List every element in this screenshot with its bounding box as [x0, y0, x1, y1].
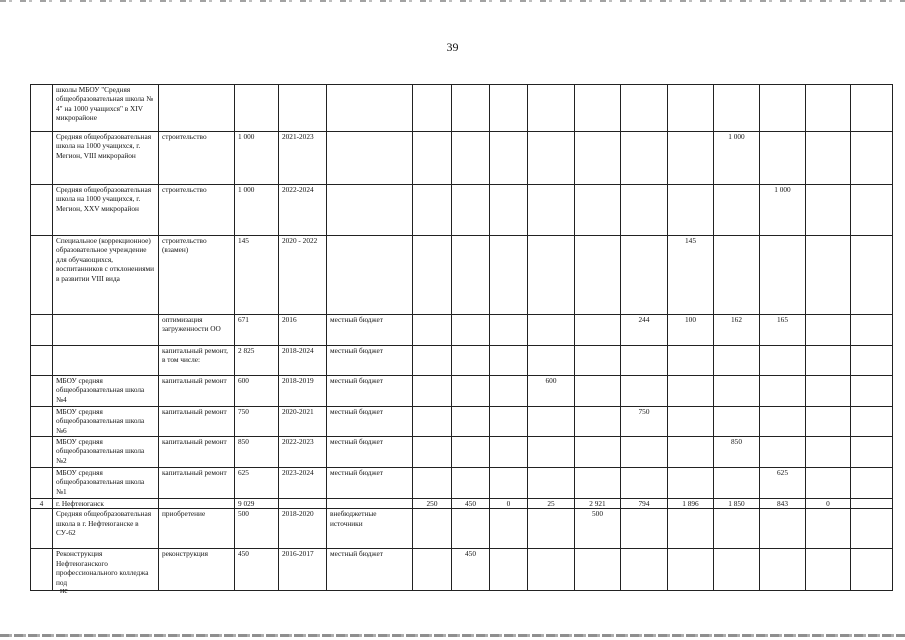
- table-cell: МБОУ средняя общеобразовательная школа №2: [53, 437, 159, 468]
- table-cell: 2022-2024: [279, 185, 327, 236]
- table-cell: [668, 509, 714, 549]
- table-cell: 25: [528, 499, 575, 509]
- table-cell: [490, 185, 528, 236]
- table-cell: [714, 185, 760, 236]
- table-cell: 625: [760, 468, 806, 499]
- table-cell: [53, 346, 159, 376]
- table-cell: [575, 346, 621, 376]
- table-cell: [452, 236, 490, 315]
- table-cell: [413, 85, 452, 132]
- table-cell: [528, 509, 575, 549]
- table-cell: [621, 509, 668, 549]
- table-cell: [575, 407, 621, 437]
- table-cell: [668, 132, 714, 185]
- table-cell: [452, 468, 490, 499]
- table-cell: [851, 185, 893, 236]
- table-cell: [575, 549, 621, 591]
- table-cell: [851, 468, 893, 499]
- table-cell: 500: [235, 509, 279, 549]
- table-cell: [806, 468, 851, 499]
- table-cell: [851, 549, 893, 591]
- table-cell: [575, 437, 621, 468]
- table-cell: [452, 315, 490, 346]
- table-cell: [621, 437, 668, 468]
- table-cell: капитальный ремонт: [159, 407, 235, 437]
- table-cell: 9 029: [235, 499, 279, 509]
- table-cell: 450: [452, 499, 490, 509]
- table-cell: [806, 509, 851, 549]
- table-cell: [575, 236, 621, 315]
- table-cell: [760, 509, 806, 549]
- table-cell: [413, 346, 452, 376]
- table-cell: 450: [452, 549, 490, 591]
- table-cell: [621, 185, 668, 236]
- table-cell: [327, 236, 413, 315]
- table-cell: [668, 376, 714, 407]
- scan-bottom-edge: [0, 634, 905, 637]
- table-cell: Средняя общеобразовательная школа на 1000 учащихся, г. Мегион, XXV микрорайон: [53, 185, 159, 236]
- table-cell: [760, 132, 806, 185]
- table-cell: [327, 499, 413, 509]
- table-cell: [714, 376, 760, 407]
- table-cell: 100: [668, 315, 714, 346]
- table-cell: [621, 549, 668, 591]
- table-cell: 600: [235, 376, 279, 407]
- table-cell: [668, 185, 714, 236]
- table-cell: 4: [31, 499, 53, 509]
- table-cell: 2018-2019: [279, 376, 327, 407]
- table-cell: [31, 509, 53, 549]
- table-cell: 250: [413, 499, 452, 509]
- table-cell: 1 000: [235, 132, 279, 185]
- table-cell: [806, 315, 851, 346]
- table-cell: [490, 468, 528, 499]
- table-cell: 1 896: [668, 499, 714, 509]
- table-cell: [528, 185, 575, 236]
- table-cell: [621, 236, 668, 315]
- table-cell: 450: [235, 549, 279, 591]
- table-cell: школы МБОУ "Средняя общеобразовательная школа № 4" на 1000 учащихся" в XIV микрорайоне: [53, 85, 159, 132]
- table-cell: [668, 468, 714, 499]
- table-cell: 850: [714, 437, 760, 468]
- table-cell: [575, 315, 621, 346]
- table-cell: [31, 315, 53, 346]
- table-cell: 625: [235, 468, 279, 499]
- table-cell: местный бюджет: [327, 376, 413, 407]
- table-cell: [806, 85, 851, 132]
- table-cell: [31, 132, 53, 185]
- table-cell: [851, 499, 893, 509]
- table-cell: [279, 85, 327, 132]
- table-cell: [575, 468, 621, 499]
- table-cell: капитальный ремонт, в том числе:: [159, 346, 235, 376]
- table-cell: [528, 549, 575, 591]
- table-cell: [575, 132, 621, 185]
- table-cell: [31, 346, 53, 376]
- table-cell: 1 000: [714, 132, 760, 185]
- table-cell: капитальный ремонт: [159, 468, 235, 499]
- table-cell: [806, 376, 851, 407]
- table-cell: [714, 468, 760, 499]
- table-cell: местный бюджет: [327, 315, 413, 346]
- table-cell: [31, 549, 53, 591]
- table-cell: [575, 376, 621, 407]
- table-cell: [413, 236, 452, 315]
- table-cell: реконструкция: [159, 549, 235, 591]
- table-cell: [528, 85, 575, 132]
- table-cell: [31, 85, 53, 132]
- table-cell: [621, 376, 668, 407]
- table-cell: [668, 437, 714, 468]
- table-cell: 2 825: [235, 346, 279, 376]
- table-cell: [279, 499, 327, 509]
- table-cell: 1 850: [714, 499, 760, 509]
- investment-table: [30, 84, 893, 591]
- table-cell: 1 000: [760, 185, 806, 236]
- table-cell: 2018-2020: [279, 509, 327, 549]
- table-cell: [528, 407, 575, 437]
- table-cell: [413, 315, 452, 346]
- table-cell: [760, 407, 806, 437]
- table-cell: строительство: [159, 132, 235, 185]
- table-cell: 2016: [279, 315, 327, 346]
- table-cell: 2022-2023: [279, 437, 327, 468]
- table-cell: [760, 376, 806, 407]
- table-cell: [760, 346, 806, 376]
- table-cell: [851, 132, 893, 185]
- table-cell: 162: [714, 315, 760, 346]
- table-cell: [490, 315, 528, 346]
- table-cell: капитальный ремонт: [159, 376, 235, 407]
- table-cell: [806, 437, 851, 468]
- table-cell: [760, 85, 806, 132]
- table-row: [31, 468, 893, 499]
- table-row: [31, 376, 893, 407]
- table-cell: строительство (взамен): [159, 236, 235, 315]
- table-cell: [53, 315, 159, 346]
- table-cell: [452, 509, 490, 549]
- table-cell: [31, 376, 53, 407]
- table-cell: [528, 468, 575, 499]
- table-cell: 244: [621, 315, 668, 346]
- table-cell: 145: [235, 236, 279, 315]
- table-cell: [760, 549, 806, 591]
- table-row: [31, 509, 893, 549]
- table-cell: [714, 549, 760, 591]
- table-cell: МБОУ средняя общеобразовательная школа №4: [53, 376, 159, 407]
- table-cell: Средняя общеобразовательная школа на 1000 учащихся, г. Мегион, VIII микрорайон: [53, 132, 159, 185]
- table-cell: 2021-2023: [279, 132, 327, 185]
- table-cell: [851, 85, 893, 132]
- table-cell: [490, 346, 528, 376]
- table-cell: [528, 437, 575, 468]
- table-cell: местный бюджет: [327, 468, 413, 499]
- table-cell: [159, 499, 235, 509]
- table-row: [31, 132, 893, 185]
- table-cell: [452, 407, 490, 437]
- table-cell: [806, 132, 851, 185]
- table-cell: [490, 509, 528, 549]
- table-cell: [806, 407, 851, 437]
- table-cell: 500: [575, 509, 621, 549]
- table-cell: [413, 132, 452, 185]
- table-cell: [159, 85, 235, 132]
- table-cell: 0: [490, 499, 528, 509]
- table-cell: внебюджетные источники: [327, 509, 413, 549]
- table-cell: [452, 346, 490, 376]
- table-cell: [714, 346, 760, 376]
- table-cell: 2 921: [575, 499, 621, 509]
- table-cell: [851, 509, 893, 549]
- table-cell: 843: [760, 499, 806, 509]
- table-cell: 2020-2021: [279, 407, 327, 437]
- table-cell: [490, 85, 528, 132]
- table-cell: [851, 346, 893, 376]
- table-cell: местный бюджет: [327, 437, 413, 468]
- table-cell: [806, 346, 851, 376]
- summary-row: [31, 499, 893, 509]
- table-cell: Специальное (коррекционное) образовательное учреждение для обучающихся, воспитанников с отклонениями в развитии VIII вида: [53, 236, 159, 315]
- table-cell: [851, 407, 893, 437]
- table-cell: [31, 407, 53, 437]
- table-cell: [490, 407, 528, 437]
- table-cell: [621, 346, 668, 376]
- table-cell: [714, 509, 760, 549]
- table-cell: местный бюджет: [327, 346, 413, 376]
- table-cell: [851, 376, 893, 407]
- table-row: [31, 437, 893, 468]
- table-cell: [760, 236, 806, 315]
- table-cell: Средняя общеобразовательная школа в г. Нефтеюганске в СУ-62: [53, 509, 159, 549]
- table-cell: [413, 549, 452, 591]
- continued-text: не: [60, 586, 68, 595]
- table-cell: [452, 376, 490, 407]
- table-cell: [413, 376, 452, 407]
- table-row: [31, 549, 893, 591]
- table-cell: 2023-2024: [279, 468, 327, 499]
- table-cell: 2020 - 2022: [279, 236, 327, 315]
- table-cell: [851, 437, 893, 468]
- table-cell: [668, 407, 714, 437]
- table-cell: строительство: [159, 185, 235, 236]
- table-cell: [490, 437, 528, 468]
- table-cell: 1 000: [235, 185, 279, 236]
- table-row: [31, 85, 893, 132]
- table-cell: [621, 468, 668, 499]
- table-cell: [413, 468, 452, 499]
- table-cell: 850: [235, 437, 279, 468]
- table-cell: [452, 185, 490, 236]
- table-cell: [327, 132, 413, 185]
- table-cell: приобретение: [159, 509, 235, 549]
- table-cell: [806, 549, 851, 591]
- table-cell: [31, 468, 53, 499]
- table-cell: [714, 236, 760, 315]
- table-row: [31, 315, 893, 346]
- table-cell: [575, 185, 621, 236]
- table-cell: [490, 549, 528, 591]
- table-cell: 145: [668, 236, 714, 315]
- table-cell: [621, 85, 668, 132]
- table-cell: [413, 509, 452, 549]
- table-cell: [31, 236, 53, 315]
- table-cell: [31, 437, 53, 468]
- table-cell: [760, 437, 806, 468]
- table-cell: [668, 85, 714, 132]
- table-cell: [668, 549, 714, 591]
- table-row: [31, 185, 893, 236]
- table-cell: [413, 185, 452, 236]
- table-row: [31, 346, 893, 376]
- table-cell: [528, 132, 575, 185]
- table-cell: 750: [621, 407, 668, 437]
- table-cell: 794: [621, 499, 668, 509]
- table-cell: [806, 185, 851, 236]
- table-cell: 165: [760, 315, 806, 346]
- table-cell: [490, 236, 528, 315]
- table-cell: МБОУ средняя общеобразовательная школа №1: [53, 468, 159, 499]
- table-cell: [714, 85, 760, 132]
- table-cell: местный бюджет: [327, 407, 413, 437]
- table-cell: [490, 132, 528, 185]
- table-cell: 671: [235, 315, 279, 346]
- table-cell: [413, 407, 452, 437]
- table-cell: [452, 437, 490, 468]
- table-cell: [714, 407, 760, 437]
- table-cell: [413, 437, 452, 468]
- table-cell: МБОУ средняя общеобразовательная школа №6: [53, 407, 159, 437]
- table-cell: 600: [528, 376, 575, 407]
- table-cell: [31, 185, 53, 236]
- table-cell: 750: [235, 407, 279, 437]
- page-number: 39: [446, 40, 459, 54]
- table-cell: местный бюджет: [327, 549, 413, 591]
- table-cell: [235, 85, 279, 132]
- table-cell: [528, 315, 575, 346]
- table-cell: [327, 85, 413, 132]
- table-cell: [621, 132, 668, 185]
- table-cell: [575, 85, 621, 132]
- table-row: [31, 236, 893, 315]
- table-cell: г. Нефтеюганск: [53, 499, 159, 509]
- table-row: [31, 407, 893, 437]
- table-cell: [452, 132, 490, 185]
- table-cell: Реконструкция Нефтеюганского профессионального колледжа под: [53, 549, 159, 591]
- table-cell: [528, 236, 575, 315]
- table-cell: 2018-2024: [279, 346, 327, 376]
- table-cell: [327, 185, 413, 236]
- table-cell: капитальный ремонт: [159, 437, 235, 468]
- table-cell: оптимизация загруженности ОО: [159, 315, 235, 346]
- table-cell: [528, 346, 575, 376]
- table-cell: [851, 236, 893, 315]
- table-cell: 0: [806, 499, 851, 509]
- table-cell: [806, 236, 851, 315]
- table-cell: [851, 315, 893, 346]
- table-cell: [452, 85, 490, 132]
- table-cell: 2016-2017: [279, 549, 327, 591]
- scan-top-edge: [0, 0, 905, 2]
- table-cell: [490, 376, 528, 407]
- table-cell: [668, 346, 714, 376]
